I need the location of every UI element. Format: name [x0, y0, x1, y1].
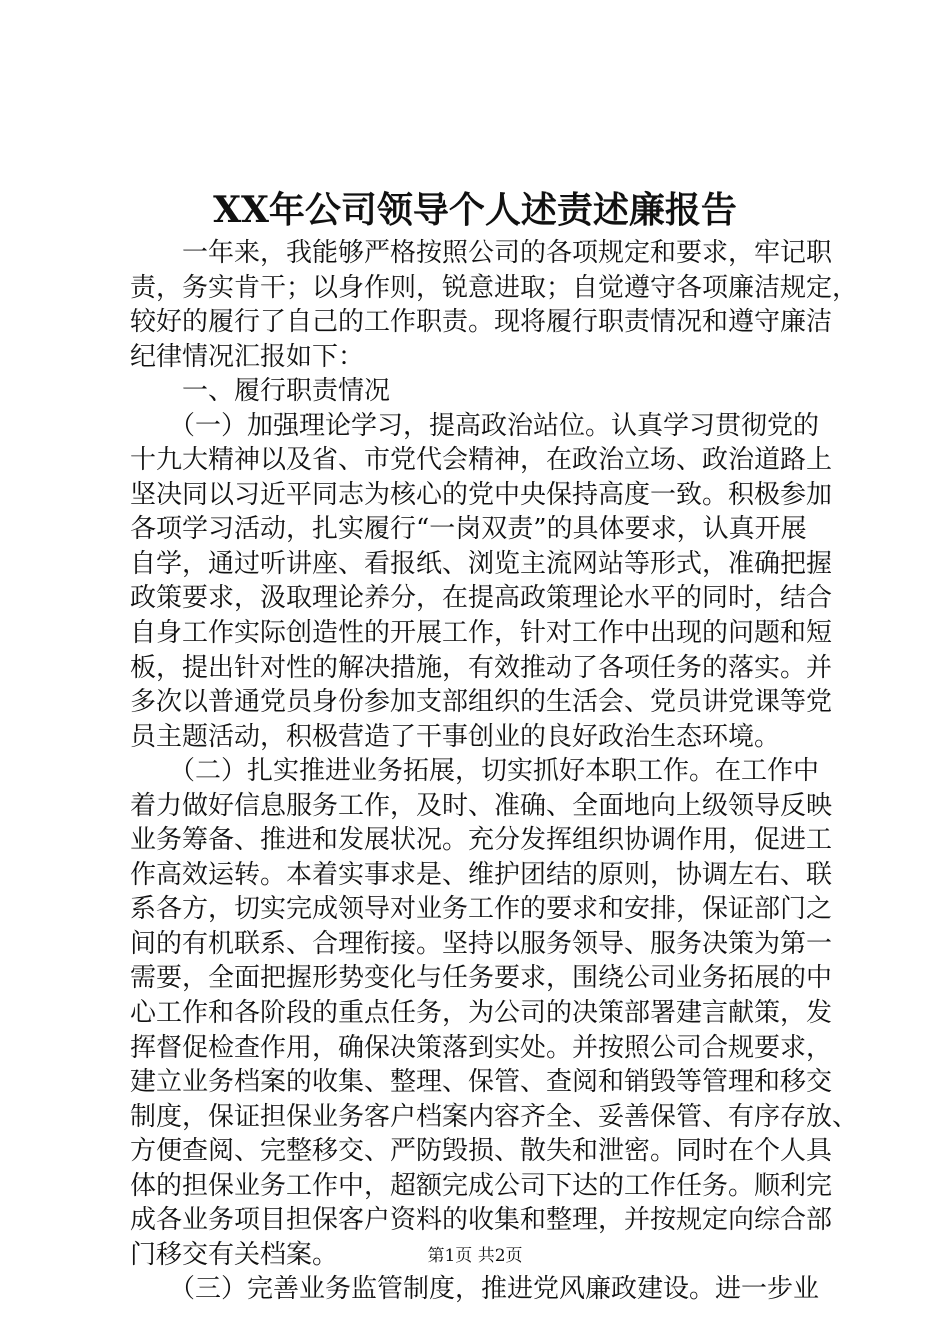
body-line: 十九大精神以及省、市党代会精神，在政治立场、政治道路上 — [130, 445, 833, 476]
body-line: 纪律情况汇报如下： — [130, 341, 365, 372]
body-line: 方便查阅、完整移交、严防毁损、散失和泄密。同时在个人具 — [130, 1136, 833, 1167]
document-title: XX年公司领导个人述责述廉报告 — [213, 189, 737, 231]
page-indicator: 第1页 共2页 — [427, 1246, 523, 1266]
body-line: 制度，保证担保业务客户档案内容齐全、妥善保管、有序存放、 — [130, 1101, 859, 1132]
body-line: 体的担保业务工作中，超额完成公司下达的工作任务。顺利完 — [130, 1170, 833, 1201]
body-line: 建立业务档案的收集、整理、保管、查阅和销毁等管理和移交 — [130, 1067, 833, 1098]
body-line: 需要，全面把握形势变化与任务要求，围绕公司业务拓展的中 — [130, 963, 833, 994]
body-line: 责，务实肯干；以身作则，锐意进取；自觉遵守各项廉洁规定， — [130, 272, 859, 303]
body-line: 员主题活动，积极营造了干事创业的良好政治生态环境。 — [130, 721, 781, 752]
body-line: 坚决同以习近平同志为核心的党中央保持高度一致。积极参加 — [130, 479, 833, 510]
body-line: 间的有机联系、合理衔接。坚持以服务领导、服务决策为第一 — [130, 928, 833, 959]
body-line: 自学，通过听讲座、看报纸、浏览主流网站等形式，准确把握 — [130, 548, 833, 579]
section-heading: 一、履行职责情况 — [130, 376, 391, 407]
body-line: （三）完善业务监管制度，推进党风廉政建设。进一步业 — [130, 1274, 820, 1305]
body-line: 各项学习活动，扎实履行“一岗双责”的具体要求，认真开展 — [130, 514, 807, 545]
body-line: 挥督促检查作用，确保决策落到实处。并按照公司合规要求， — [130, 1032, 833, 1063]
body-line: （一）加强理论学习，提高政治站位。认真学习贯彻党的 — [130, 410, 820, 441]
body-line: 较好的履行了自己的工作职责。现将履行职责情况和遵守廉洁 — [130, 307, 833, 338]
document-body — [130, 236, 859, 1307]
body-line: 系各方，切实完成领导对业务工作的要求和安排，保证部门之 — [130, 894, 833, 925]
body-line: 板，提出针对性的解决措施，有效推动了各项任务的落实。并 — [130, 652, 833, 683]
body-line: 一年来，我能够严格按照公司的各项规定和要求，牢记职 — [130, 238, 833, 268]
body-line: 业务筹备、推进和发展状况。充分发挥组织协调作用，促进工 — [130, 825, 833, 856]
body-line: （二）扎实推进业务拓展，切实抓好本职工作。在工作中 — [130, 756, 820, 787]
body-line: 多次以普通党员身份参加支部组织的生活会、党员讲党课等党 — [130, 687, 833, 718]
body-line: 作高效运转。本着实事求是、维护团结的原则，协调左右、联 — [130, 859, 833, 890]
body-line: 心工作和各阶段的重点任务，为公司的决策部署建言献策，发 — [130, 998, 833, 1029]
body-line: 政策要求，汲取理论养分，在提高政策理论水平的同时，结合 — [130, 583, 833, 614]
body-line: 成各业务项目担保客户资料的收集和整理，并按规定向综合部 — [130, 1205, 833, 1236]
body-line: 着力做好信息服务工作，及时、准确、全面地向上级领导反映 — [130, 790, 833, 821]
body-line: 门移交有关档案。 — [130, 1239, 339, 1270]
body-line: 自身工作实际创造性的开展工作，针对工作中出现的问题和短 — [130, 618, 833, 649]
